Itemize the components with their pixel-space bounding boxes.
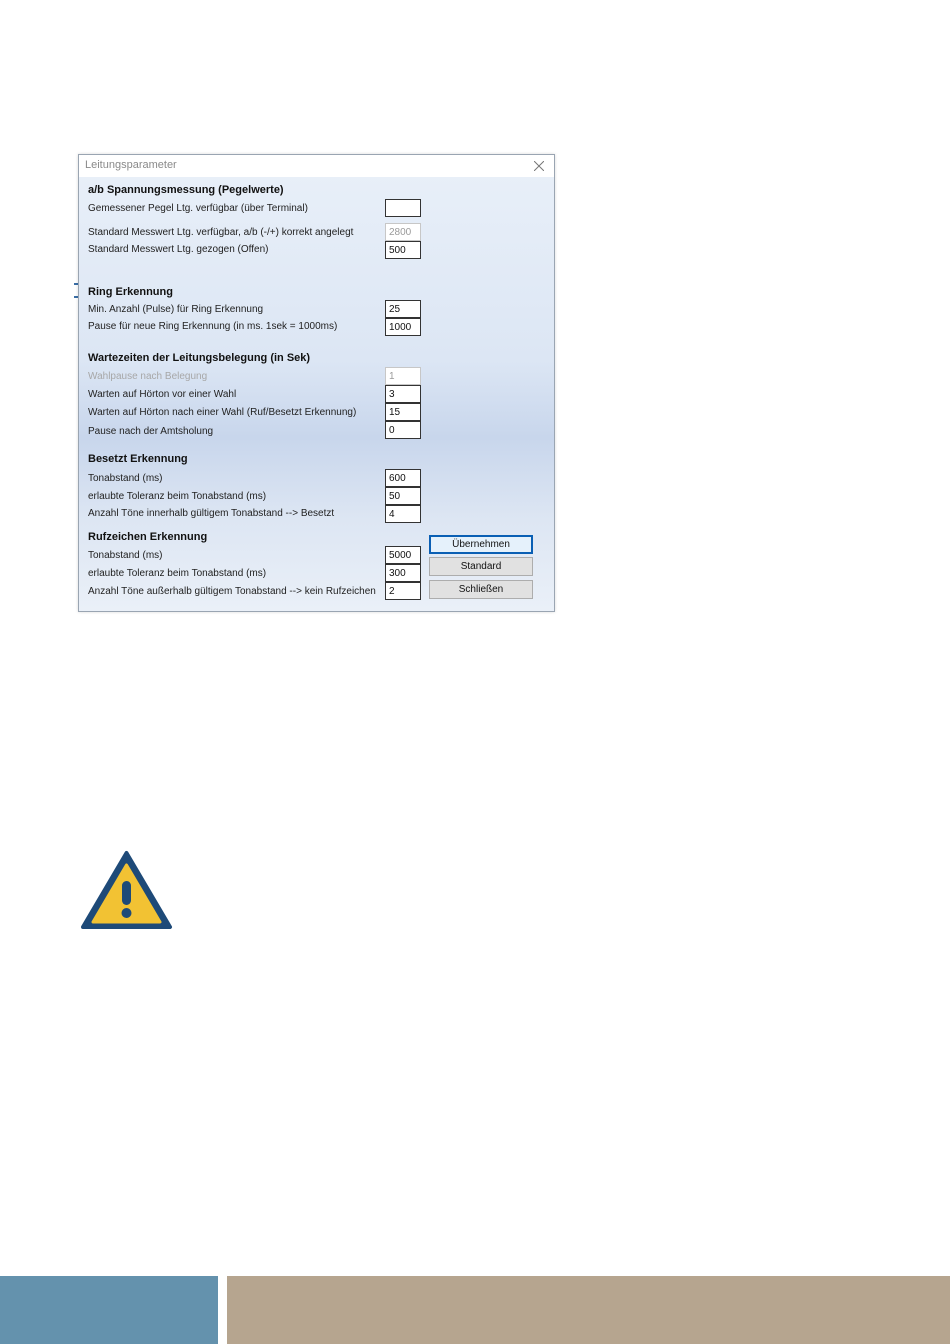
hoerton-nach-wahl-field[interactable]: 15 — [385, 403, 421, 421]
standard-messwert-verfuegbar-field: 2800 — [385, 223, 421, 241]
label-min-anzahl-pulse: Min. Anzahl (Pulse) für Ring Erkennung — [88, 304, 264, 315]
footer-bar-right — [227, 1276, 950, 1344]
section-title-rufzeichen-erkennung: Rufzeichen Erkennung — [88, 531, 208, 543]
footer-bar-left — [0, 1276, 218, 1344]
label-besetzt-toleranz: erlaubte Toleranz beim Tonabstand (ms) — [88, 491, 267, 502]
label-pause-amtsholung: Pause nach der Amtsholung — [88, 426, 214, 437]
besetzt-anzahl-toene-field[interactable]: 4 — [385, 505, 421, 523]
label-wahlpause: Wahlpause nach Belegung — [88, 371, 208, 382]
section-title-wartezeiten: Wartezeiten der Leitungsbelegung (in Sek) — [88, 352, 311, 364]
leitungsparameter-dialog — [78, 154, 555, 612]
label-besetzt-tonabstand: Tonabstand (ms) — [88, 473, 163, 484]
label-standard-messwert-gezogen: Standard Messwert Ltg. gezogen (Offen) — [88, 244, 269, 255]
section-title-besetzt-erkennung: Besetzt Erkennung — [88, 453, 188, 465]
min-anzahl-pulse-field[interactable]: 25 — [385, 300, 421, 318]
close-window-button[interactable] — [528, 156, 550, 176]
rufzeichen-toleranz-field[interactable]: 300 — [385, 564, 421, 582]
label-rufzeichen-toleranz: erlaubte Toleranz beim Tonabstand (ms) — [88, 568, 267, 579]
rufzeichen-anzahl-toene-field[interactable]: 2 — [385, 582, 421, 600]
label-rufzeichen-anzahl-toene: Anzahl Töne außerhalb gültigem Tonabstand --> kein Rufzeichen — [88, 586, 376, 597]
label-pause-ring-erkennung: Pause für neue Ring Erkennung (in ms. 1sek = 1000ms) — [88, 321, 338, 332]
apply-button[interactable]: Übernehmen — [429, 535, 533, 554]
besetzt-tonabstand-field[interactable]: 600 — [385, 469, 421, 487]
pause-ring-erkennung-field[interactable]: 1000 — [385, 318, 421, 336]
window-title: Leitungsparameter — [85, 159, 177, 171]
close-icon — [534, 161, 544, 171]
warning-icon — [80, 850, 173, 930]
rufzeichen-tonabstand-field[interactable]: 5000 — [385, 546, 421, 564]
label-besetzt-anzahl-toene: Anzahl Töne innerhalb gültigem Tonabstand --> Besetzt — [88, 508, 335, 519]
standard-button[interactable]: Standard — [429, 557, 533, 576]
standard-messwert-gezogen-field[interactable]: 500 — [385, 241, 421, 259]
label-gemessener-pegel: Gemessener Pegel Ltg. verfügbar (über Terminal) — [88, 203, 308, 214]
pause-amtsholung-field[interactable]: 0 — [385, 421, 421, 439]
title-bar — [79, 155, 554, 177]
section-title-spannungsmessung: a/b Spannungsmessung (Pegelwerte) — [88, 184, 284, 196]
label-hoerton-vor-wahl: Warten auf Hörton vor einer Wahl — [88, 389, 237, 400]
gemessener-pegel-field[interactable] — [385, 199, 421, 217]
label-rufzeichen-tonabstand: Tonabstand (ms) — [88, 550, 163, 561]
label-hoerton-nach-wahl: Warten auf Hörton nach einer Wahl (Ruf/Besetzt Erkennung) — [88, 407, 357, 418]
hoerton-vor-wahl-field[interactable]: 3 — [385, 385, 421, 403]
close-button[interactable]: Schließen — [429, 580, 533, 599]
besetzt-toleranz-field[interactable]: 50 — [385, 487, 421, 505]
wahlpause-field: 1 — [385, 367, 421, 385]
label-standard-messwert-verfuegbar: Standard Messwert Ltg. verfügbar, a/b (-/+) korrekt angelegt — [88, 227, 354, 238]
section-title-ring-erkennung: Ring Erkennung — [88, 286, 173, 298]
